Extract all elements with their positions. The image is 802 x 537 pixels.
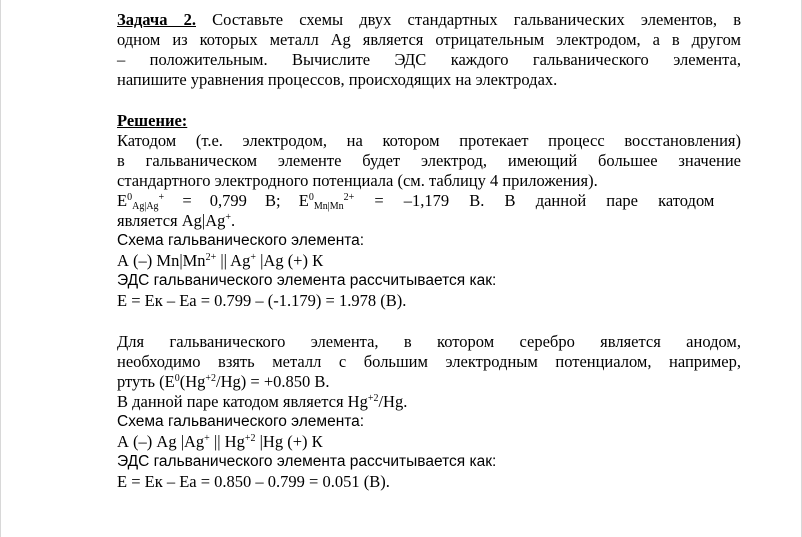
scheme1-part1: А (–) Mn|Mn — [117, 251, 206, 270]
cathode2-sup: +2 — [367, 393, 379, 404]
e-zero-mn: 0 — [308, 192, 314, 203]
task-line-4: напишите уравнения процессов, происходящих на электродах. — [117, 70, 558, 89]
mn-potential-value: = –1,179 В. В данной паре катодом — [354, 191, 715, 210]
p2-mid: (Hg — [179, 372, 206, 391]
scheme2-formula — [117, 432, 741, 452]
scheme2-part3: |Hg (+) К — [255, 432, 323, 451]
p2-prefix: ртуть (E — [117, 372, 175, 391]
scheme2-label: Схема гальванического элемента: — [117, 413, 365, 430]
emf1-label: ЭДС гальванического элемента рассчитывается как: — [117, 272, 497, 289]
solution-p1-line-3: стандартного электродного потенциала (см. таблицу 4 приложения). — [117, 171, 598, 190]
cathode-suffix: . — [231, 211, 236, 230]
spacer-2 — [117, 311, 741, 332]
scheme1-formula — [117, 251, 741, 271]
scheme2-part2: || Hg — [209, 432, 245, 451]
scheme2-sup1: + — [204, 433, 210, 444]
emf1-formula: Е = Ек – Еа = 0.799 – (-1.179) = 1.978 (В). — [117, 291, 407, 310]
mn-charge-sup: 2+ — [343, 192, 355, 203]
task-heading: Задача 2. — [117, 10, 196, 29]
p2-zero: 0 — [174, 373, 180, 384]
solution-p1-line-2: в гальваническом элементе будет электрод, имеющий большее значение — [117, 151, 741, 170]
solution-p2-line-1: Для гальванического элемента, в котором серебро является анодом, — [117, 332, 741, 351]
solution-p2-line-2: необходимо взять металл с большим электродным потенциалом, например, — [117, 352, 741, 371]
ag-charge-sup: + — [158, 192, 165, 203]
solution-p1-line-1: Катодом (т.е. электродом, на котором протекает процесс восстановления) — [117, 131, 741, 150]
e-symbol-mn: E — [298, 191, 309, 210]
page-border-left — [0, 0, 1, 537]
task-text-1: Составьте схемы двух стандартных гальванических элементов, в — [196, 10, 741, 29]
task-line-1 — [117, 10, 741, 30]
cathode-prefix: является Ag|Ag — [117, 211, 226, 230]
solution-p2-line-3 — [117, 372, 741, 392]
ag-potential-value: = 0,799 В; — [164, 191, 299, 210]
scheme1-sup2: + — [250, 252, 256, 263]
task-line-2: одном из которых металл Ag является отрицательным электродом, а в другом — [117, 30, 741, 49]
solution-heading: Решение: — [117, 111, 188, 130]
scheme1-sup1: 2+ — [205, 252, 217, 263]
scheme2-part1: А (–) Ag |Ag — [117, 432, 205, 451]
e-zero-ag: 0 — [127, 192, 133, 203]
scheme1-label: Схема гальванического элемента: — [117, 232, 365, 249]
emf2-formula: Е = Ек – Еа = 0.850 – 0.799 = 0.051 (В). — [117, 472, 390, 491]
ag-electrode-sub: Ag|Ag — [132, 201, 159, 212]
scheme1-part3: |Ag (+) К — [255, 251, 324, 270]
emf2-label: ЭДС гальванического элемента рассчитывается как: — [117, 453, 497, 470]
cathode2-prefix: В данной паре катодом является Hg — [117, 392, 368, 411]
p2-sup: +2 — [205, 373, 217, 384]
p2-suffix: /Hg) = +0.850 В. — [216, 372, 330, 391]
mn-electrode-sub: Mn|Mn — [313, 201, 344, 212]
cathode-sup: + — [225, 212, 232, 223]
spacer — [117, 90, 741, 111]
scheme1-part2: || Ag — [216, 251, 251, 270]
e-symbol-ag: E — [117, 191, 128, 210]
cathode2-suffix: /Hg. — [378, 392, 408, 411]
document-content — [117, 10, 741, 492]
cathode-line — [117, 211, 741, 231]
potential-line — [117, 191, 741, 211]
cathode2-line — [117, 392, 741, 412]
solution-heading-line — [117, 111, 741, 131]
task-line-3: – положительным. Вычислите ЭДС каждого гальванического элемента, — [117, 50, 741, 69]
scheme2-sup2: +2 — [244, 433, 256, 444]
